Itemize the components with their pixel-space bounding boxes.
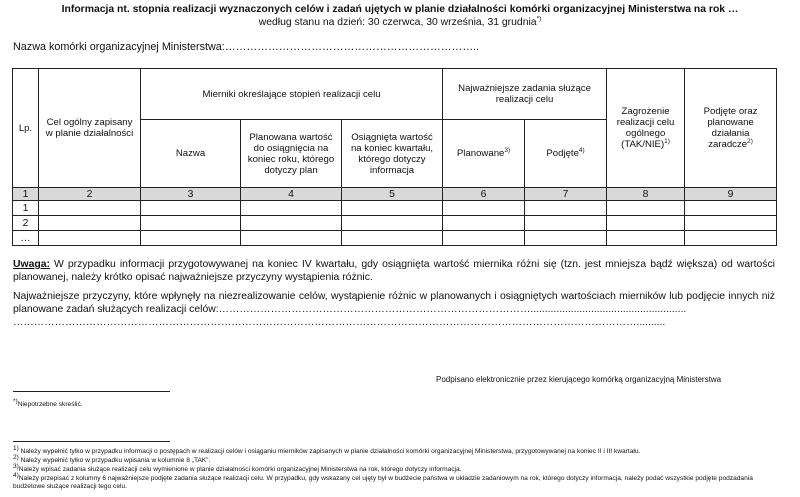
column-number: 6 [443,188,525,201]
table-cell [141,231,241,246]
table-row [13,216,777,231]
header-planowane-mark: 3) [504,146,511,154]
header-planowana-wartosc: Planowana wartość do osiągnięcia na koniec roku, którego dotyczy plan [241,120,342,188]
przyczyny-text: Najważniejsze przyczyny, które wpłynęły na niezrealizowanie celów, wystąpienie różnic w planowanych i osiągniętych wartościach mierników lub podjęcie innych niż planowane zadań służących realizacji celów:………………………………………………………………………………...................................................... [13,291,775,315]
table-cell [443,216,525,231]
header-dzialania-mark: 2) [747,137,753,145]
header-nazwa: Nazwa [141,120,241,188]
table-cell [342,201,443,216]
table-cell [525,216,607,231]
row-number: 1 [13,201,39,216]
table-cell [443,201,525,216]
footnote-1 [13,444,775,456]
footnote-4 [13,471,775,491]
footnote-4-text: Należy przepisać z kolumny 6 najważniejsze podjęte zadania służące realizacji celu. W przypadku, gdy wskazany cel ujęty był w budżecie państwa w układzie zadaniowym na rok, którego dotyczy informacja, należy podać wszystkie podjęte podzadania budżetowe służące realizacji tego celu. [13,475,753,490]
header-podjete-text: Podjęte [546,148,579,159]
przyczyny-dots-line: ……………………………………………………………………………………………………………………………………………………………….......... [13,317,666,328]
header-mierniki-group: Mierniki określające stopień realizacji celu [141,69,443,120]
column-number: 1 [13,188,39,201]
row-number: … [13,231,39,246]
table-cell [607,231,685,246]
uwaga-label: Uwaga: [13,259,50,270]
footnote-3 [13,462,775,474]
unit-name-dots: …………………………………………………………….. [224,41,480,53]
footnote-1-mark: 1) [13,444,19,452]
header-planowane-text: Planowane [456,148,505,159]
footnote-star [13,397,775,409]
table-row [13,231,777,246]
header-podjete [525,120,607,188]
table-cell [342,216,443,231]
header-lp: Lp. [13,69,39,188]
column-number: 8 [607,188,685,201]
table-cell [525,201,607,216]
table-cell [241,216,342,231]
przyczyny-paragraph [13,290,775,316]
header-dzialania-text: Podjęte oraz planowane działania zaradcze [703,106,758,150]
unit-name-line [13,41,479,54]
header-osiagnieta-wartosc: Osiągnięta wartość na koniec kwartału, którego dotyczy informacja [342,120,443,188]
column-number: 5 [342,188,443,201]
table-cell [685,231,777,246]
signature-note: Podpisano elektronicznie przez kierującego komórką organizacyjną Ministerstwa [436,375,722,384]
footnote-1-text: Należy wypełnić tylko w przypadku informacji o postępach w realizacji celów i osiąganiu mierników zapisanych w planie działalności komórki organizacyjnej Ministerstwa, przygotowywanej na koniec II i III kwartału. [18,448,641,455]
header-zadania-group: Najważniejsze zadania służące realizacji celu [443,69,607,120]
table-cell [39,216,141,231]
table-cell [685,201,777,216]
table-cell [39,231,141,246]
unit-name-label: Nazwa komórki organizacyjnej Ministerstwa: [13,41,225,53]
footnote-2-text: Należy wypełnić tylko w przypadku wpisania w kolumnie 8 „TAK”. [18,457,211,464]
header-zagrozenie-mark: 1) [664,137,670,145]
header-zagrozenie-text: Zagrożenie realizacji celu ogólnego (TAK/NIE) [616,106,675,150]
table-cell [241,201,342,216]
table-cell [141,216,241,231]
footnote-4-mark: 4) [13,471,19,479]
table-cell [342,231,443,246]
table-cell [525,231,607,246]
column-number: 2 [39,188,141,201]
header-planowane [443,120,525,188]
uwaga-paragraph [13,258,775,284]
row-number: 2 [13,216,39,231]
footnote-2-mark: 2) [13,453,19,461]
table-cell [443,231,525,246]
header-podjete-mark: 4) [578,146,585,154]
column-numbers-row [13,188,777,201]
column-number: 4 [241,188,342,201]
uwaga-text: W przypadku informacji przygotowywanej na koniec IV kwartału, gdy osiągnięta wartość miernika różni się (tzn. jest mniejsza bądź większa) od wartości planowanej, należy krótko opisać najważniejsze przyczyny wystąpienia różnic. [13,259,775,283]
document-title: Informacja nt. stopnia realizacji wyznaczonych celów i zadań ujętych w planie działalności komórki organizacyjnej Ministerstwa na rok … [61,4,739,15]
header-zagrozenie [607,69,685,188]
footnote-3-mark: 3) [13,462,19,470]
subtitle-footnote-mark: *) [536,15,542,23]
footnote-3-text: Należy wpisać zadania służące realizacji celu wymienione w planie działalności komórki organizacyjnej Ministerstwa na rok, którego dotyczy informacja. [18,466,462,473]
subtitle-text: według stanu na dzień: 30 czerwca, 30 września, 31 grudnia [258,17,537,28]
table-cell [39,201,141,216]
goals-table [12,68,777,246]
footnote-star-mark: *) [13,397,18,405]
table-row [13,201,777,216]
footnote-2 [13,453,775,465]
table-cell [141,201,241,216]
footnote-separator-2 [13,441,170,442]
header-dzialania [685,69,777,188]
column-number: 3 [141,188,241,201]
header-cel-ogolny: Cel ogólny zapisany w planie działalności [39,69,141,188]
table-cell [241,231,342,246]
footnote-separator [13,391,170,392]
column-number: 9 [685,188,777,201]
table-cell [607,201,685,216]
document-subtitle [0,17,800,29]
table-cell [607,216,685,231]
table-cell [685,216,777,231]
column-number: 7 [525,188,607,201]
footnote-star-text: Niepotrzebne skreślić. [17,401,83,408]
